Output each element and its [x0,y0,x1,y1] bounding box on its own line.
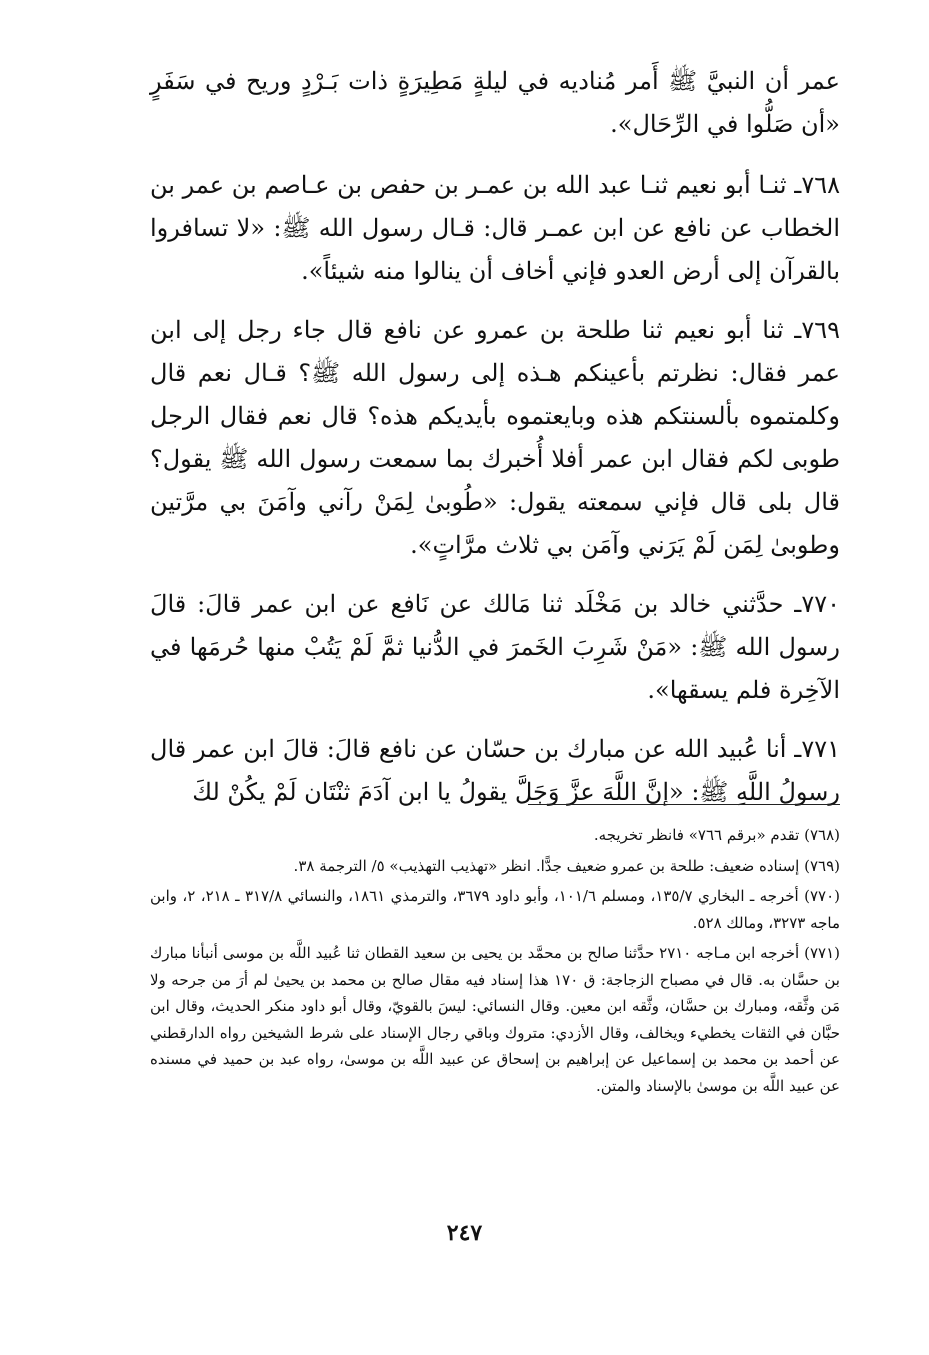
hadith-769: ٧٦٩ـ ثنا أبو نعيم ثنا طلحة بن عمرو عن نافع قال جاء رجل إلى ابن عمر فقال: نظرتم بأعينكم هـذه إلى رسول الله ﷺ؟ قـال نعم قال وكلمتموه بألسنتكم هذه وبايعتموه بأيديكم هذه؟ قال نعم فقال الرجل طوبى لكم فقال ابن عمر أفلا أُخبرك بما سمعت رسول الله ﷺ يقول؟ قال بلى قال فإني سمعته يقول: «طُوبىٰ لِمَنْ رآني وآمَنَ بي مرَّتين وطوبىٰ لِمَن لَمْ يَرَني وآمَن بي ثلاث مرَّاتٍ». [150,316,840,559]
hadith-768: ٧٦٨ـ ثنـا أبو نعيم ثنـا عبد الله بن عمـر بن حفص بن عـاصم بن عمر بن الخطاب عن نافع عن ابن عمـر قال: قـال رسول الله ﷺ: «لا تسافروا بالقرآن إلى أرض العدو فإني أخاف أن ينالوا منه شيئاً». [150,171,840,285]
footnote-771: (٧٧١) أخرجه ابن مـاجه ٢٧١٠ حدَّثنا صالح بن محمَّد بن يحيى بن سعيد القطان ثنا عُبيد اللَّه بن موسى أنبأنا مبارك بن حسَّان به. قال في مصباح الزجاجة: ق ١٧٠ هذا إسناد فيه مقال صالح بن محمد بن يحيىٰ لم أرَ من جرحه ولا مَن وثَّقه، ومبارك بن حسَّان، وثَّقه ابن معين. وقال النسائي: ليسَ بالقويّ، وقال أبو داود منكر الحديث، وقال ابن حبَّان في الثقات يخطيء ويخالف، وقال الأزدي: متروك وباقي رجال الإسناد على شرط الشيخين رواه الدارقطني عن أحمد بن محمد بن إسماعيل عن إبراهيم بن إسحاق عن عبيد اللَّه بن موسىٰ، رواه عبد بن حميد في مسنده عن عبيد اللَّه بن موسىٰ بالإسناد والمتن. [150,944,840,1095]
main-text [150,60,840,830]
hadith-770: ٧٧٠ـ حدَّثني خالد بن مَخْلَد ثنا مَالك عن نَافع عن ابن عمر قالَ: قالَ رسول الله ﷺ: «مَنْ شَرِبَ الخَمرَ في الدُّنيا ثمَّ لَمْ يَتُبْ منها حُرمَها في الآخِرة فلم يسقها». [150,590,840,704]
paragraph-continuation: عمر أن النبيَّ ﷺ أَمر مُناديه في ليلةٍ مَطِيرَةٍ ذات بَـرْدٍ وريح في سَفَرٍ «أن صَلُّوا في الرِّحَال». [150,67,840,138]
footnote-768: (٧٦٨) تقدم «برقم ٧٦٦» فانظر تخريجه. [593,826,840,844]
footnote-769: (٧٦٩) إسناده ضعيف: طلحة بن عمرو ضعيف جدًّا. انظر «تهذيب التهذيب» ٥/ الترجمة ٣٨. [293,856,840,875]
footnote-770: (٧٧٠) أخرجه ـ البخاري ١٣٥/٧، ومسلم ١٠١/٦، وأبو داود ٣٦٧٩، والترمذي ١٨٦١، والنسائي ٣١٧/٨ ـ ٢١٨، ٢، وابن ماجه ٣٢٧٣، ومالك ٥٢٨. [150,887,841,932]
page-number: ٢٤٧ [446,1220,483,1246]
footnote-separator [528,804,840,805]
hadith-771: ٧٧١ـ أنا عُبيد الله عن مبارك بن حسّان عن نافع قالَ: قالَ ابن عمر قال رسولُ اللَّهِ ﷺ: «إنَّ اللَّهَ عزَّ وَجَلَّ يقولُ يا ابن آدَمَ ثنْتَان لَمْ يكُنْ لكَ [150,735,840,806]
footnotes [150,822,840,1103]
